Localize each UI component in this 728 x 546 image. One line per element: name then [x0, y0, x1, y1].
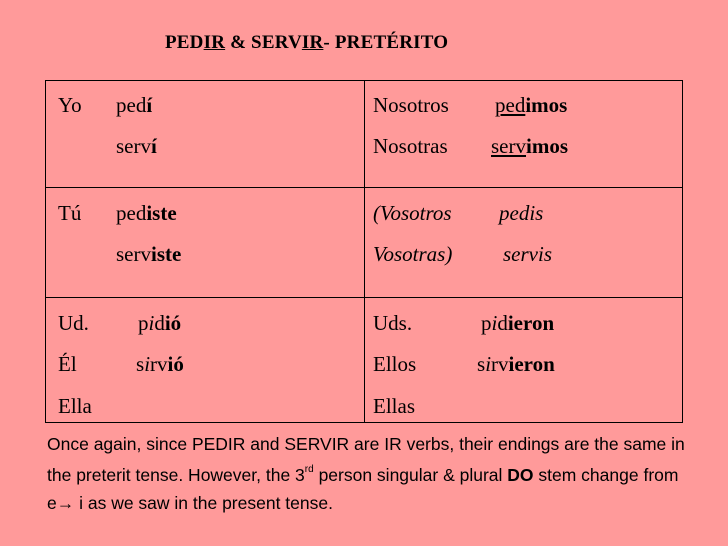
page-title: PEDIR & SERVIR- PRETÉRITO	[165, 32, 449, 53]
row-divider	[46, 187, 682, 188]
verb-form-sirvio: sirvió	[136, 352, 184, 376]
verb-form-serviste: serviste	[116, 242, 182, 266]
pronoun-vosotros: (Vosotros	[373, 201, 452, 225]
pronoun-ella: Ella	[58, 394, 92, 418]
verb-form-sirvieron: sirvieron	[477, 352, 555, 376]
pronoun-ellas: Ellas	[373, 394, 415, 418]
verb-form-pedis: pedis	[499, 201, 544, 225]
verb-form-pidieron: pidieron	[481, 311, 555, 335]
pronoun-ellos: Ellos	[373, 352, 417, 376]
pronoun-ud: Ud.	[58, 311, 89, 335]
pronoun-yo: Yo	[58, 93, 82, 117]
verb-form-servi: serví	[116, 134, 157, 158]
arrow-icon: →	[56, 492, 75, 513]
verb-form-servimos: servimos	[491, 134, 568, 158]
pronoun-uds: Uds.	[373, 311, 413, 335]
column-divider	[364, 81, 365, 422]
verb-form-pidio: pidió	[138, 311, 182, 335]
explanation-note: Once again, since PEDIR and SERVIR are IR verbs, their endings are the same in the preterit tense. However, the 3rd person singular & plural DO stem change from e→ i as we saw in the present tense.	[47, 434, 685, 513]
pronoun-el: Él	[58, 352, 77, 376]
conjugation-table	[45, 80, 683, 423]
verb-form-pedimos: pedimos	[495, 93, 568, 117]
verb-form-servis: servis	[503, 242, 552, 266]
pronoun-tu: Tú	[58, 201, 82, 225]
pronoun-nosotras: Nosotras	[373, 134, 448, 158]
pronoun-vosotras: Vosotras)	[373, 242, 453, 266]
row-divider	[46, 297, 682, 298]
verb-form-pedi: pedí	[116, 93, 153, 117]
pronoun-nosotros: Nosotros	[373, 93, 449, 117]
verb-form-pediste: pediste	[116, 201, 177, 225]
